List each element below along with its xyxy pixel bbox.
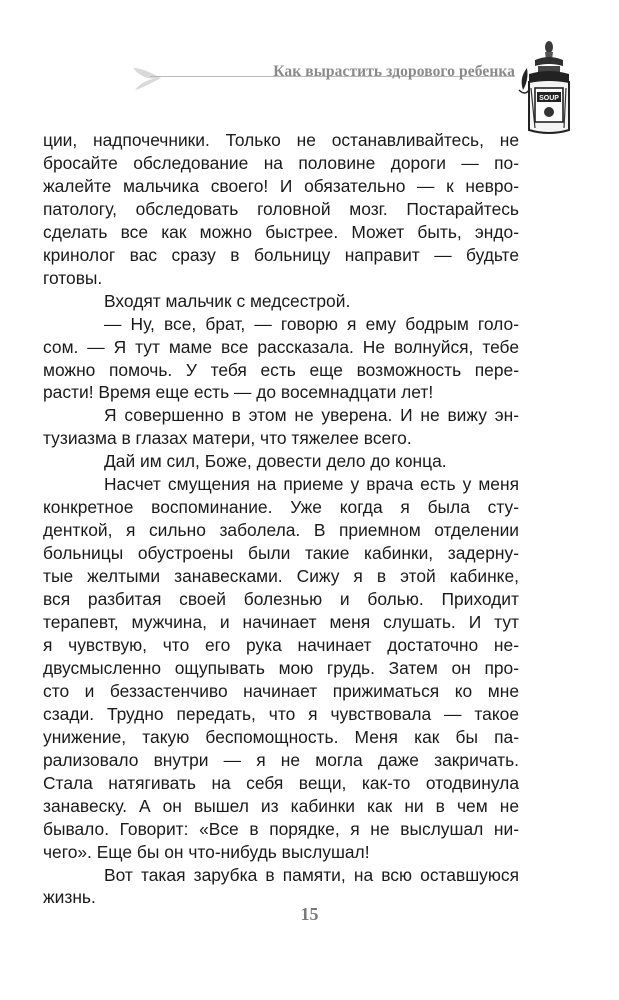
text-line: денткой, я сильно заболела. В приемном отделении xyxy=(43,520,519,541)
text-line: патологу, обследовать головной мозг. Постарайтесь xyxy=(43,198,519,219)
paragraph xyxy=(43,450,519,473)
text-line: Стала натягивать на себя вещи, как-то отодвинула xyxy=(43,772,519,793)
text-line: я чувствую, что его рука начинает достаточно не- xyxy=(43,634,519,655)
text-line: вся разбитая своей болезнью и болью. Приходит xyxy=(43,589,519,610)
paragraph xyxy=(43,473,519,863)
running-title: Как вырастить здорового ребенка xyxy=(273,63,515,80)
text-line: сом. — Я тут маме все рассказала. Не волнуйся, тебе xyxy=(43,336,519,357)
text-line: тузиазма в глазах матери, что тяжелее всего. xyxy=(43,428,412,449)
paragraph xyxy=(43,864,519,910)
text-line: кринолог вас сразу в больницу направит — будьте xyxy=(43,244,519,265)
jar-illustration-icon xyxy=(515,38,571,138)
text-line: Дай им сил, Боже, довести дело до конца. xyxy=(104,451,447,472)
text-line: терапевт, мужчина, и начинает меня слушать. И тут xyxy=(43,612,519,633)
text-line: сто и беззастенчиво начинает прижиматься ко мне xyxy=(43,680,519,701)
text-line: двусмысленно ощупывать мою грудь. Затем он про- xyxy=(43,657,519,678)
text-line: Вот такая зарубка в памяти, на всю оставшуюся xyxy=(104,864,519,885)
text-line: бросайте обследование на половине дороги — по- xyxy=(43,152,519,173)
text-line: жалейте мальчика своего! И обязательно — к невро- xyxy=(43,175,519,196)
page-number: 15 xyxy=(300,904,319,924)
jar-label: SOUP xyxy=(539,95,559,102)
text-line: больницы обустроены были такие кабинки, задерну- xyxy=(43,543,519,564)
text-line: — Ну, все, брат, — говорю я ему бодрым голо- xyxy=(104,313,519,334)
text-line: готовы. xyxy=(43,267,103,288)
text-line: Я совершенно в этом не уверена. И не вижу эн- xyxy=(104,405,519,426)
paragraph xyxy=(43,313,519,405)
text-line: сделать все как можно быстрее. Может быть, эндо- xyxy=(43,221,519,242)
text-line: тые желтыми занавесками. Сижу я в этой кабинке, xyxy=(43,566,519,587)
text-line: Входят мальчик с медсестрой. xyxy=(104,290,351,311)
text-line: конкретное воспоминание. Уже когда я была сту- xyxy=(43,497,519,518)
paragraph xyxy=(43,129,519,290)
text-line: унижение, такую беспомощность. Меня как бы па- xyxy=(43,726,519,747)
text-line: расти! Время еще есть — до восемнадцати лет! xyxy=(43,382,434,403)
text-line: сзади. Трудно передать, что я чувствовала — такое xyxy=(43,703,519,724)
text-line: можно помочь. У тебя есть еще возможность пере- xyxy=(43,359,519,380)
body-text xyxy=(43,129,519,909)
text-line: жизнь. xyxy=(43,887,96,908)
text-line: бывало. Говорит: «Все в порядке, я не выслушал ни- xyxy=(43,818,519,839)
paragraph xyxy=(43,404,519,450)
leaf-ornament-icon xyxy=(131,64,165,94)
text-line: занавеску. А он вышел из кабинки как ни в чем не xyxy=(43,795,519,816)
text-line: чего». Еще бы он что-нибудь выслушал! xyxy=(43,841,370,862)
text-line: ции, надпочечники. Только не останавливайтесь, не xyxy=(43,130,519,150)
paragraph xyxy=(43,290,519,313)
text-line: Насчет смущения на приеме у врача есть у меня xyxy=(104,474,519,495)
text-line: рализовало внутри — я не могла даже закричать. xyxy=(43,749,519,770)
